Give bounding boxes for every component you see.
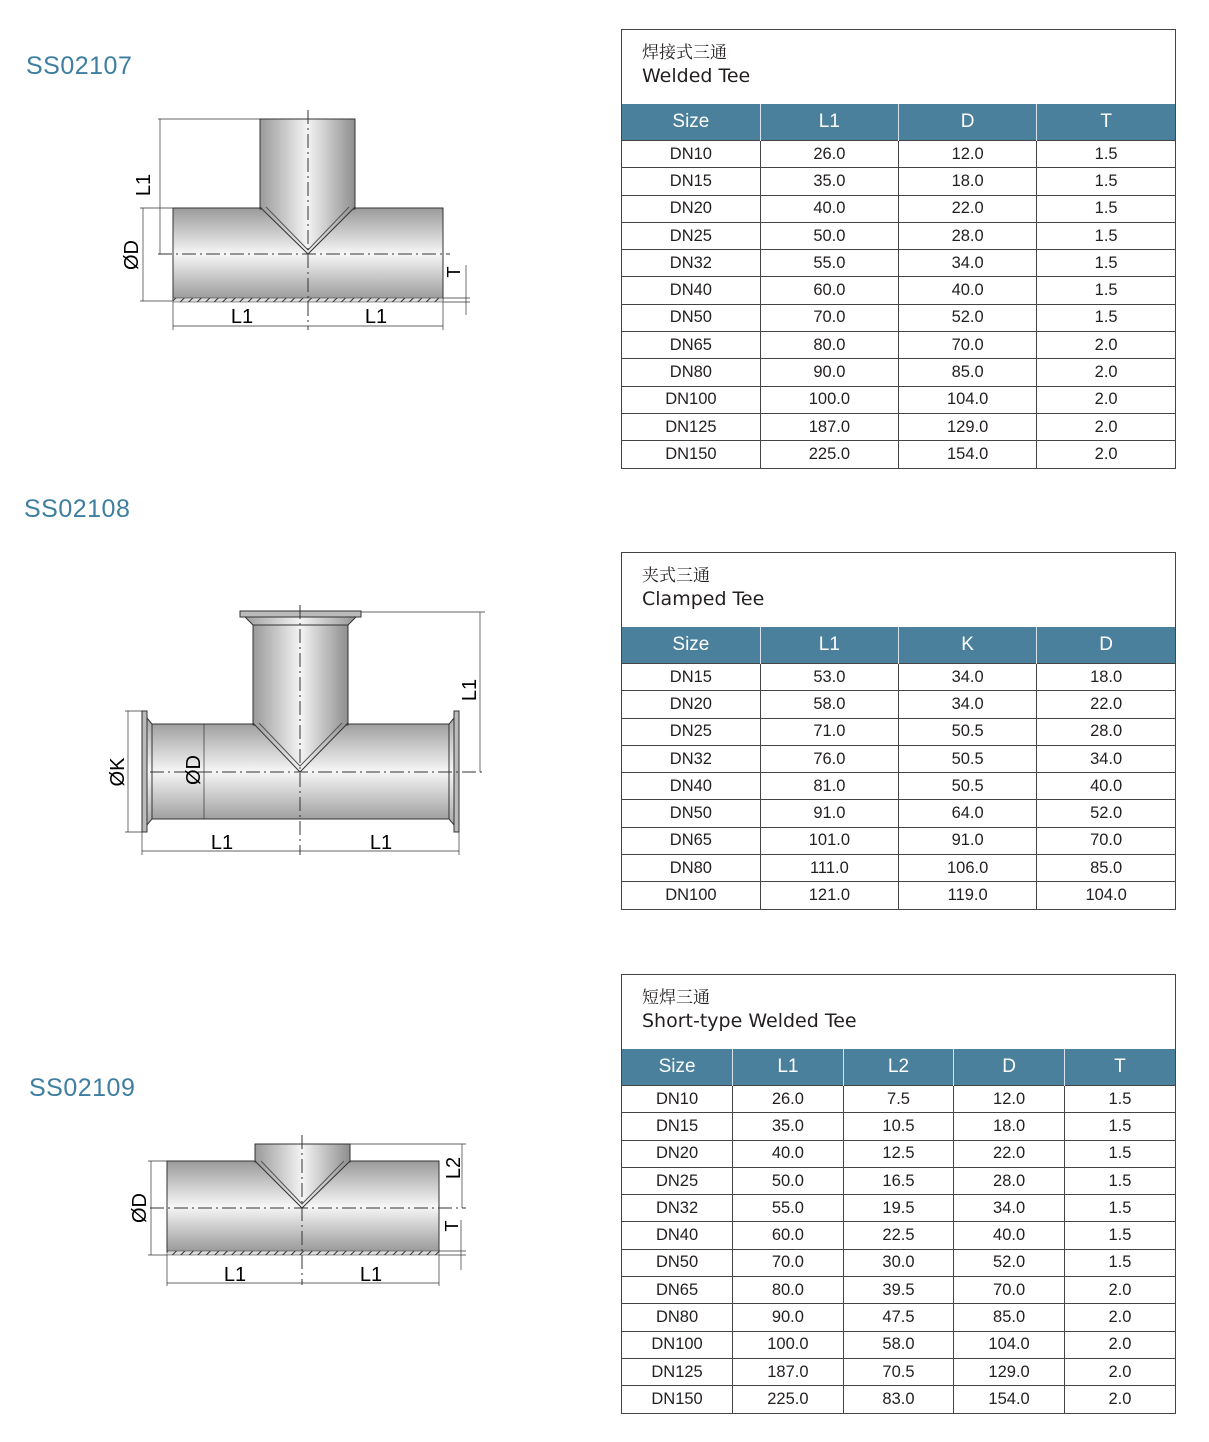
- table-row: [622, 718, 1175, 745]
- dim-l1-right: L1: [364, 306, 388, 328]
- table-cell: 50.0: [733, 1167, 844, 1194]
- table-cell: 47.5: [843, 1304, 954, 1331]
- table-cell: DN15: [622, 1113, 733, 1140]
- table-cell: DN150: [622, 441, 760, 468]
- column-header: Size: [622, 627, 760, 664]
- table-cell: DN40: [622, 1222, 733, 1249]
- table-cell: 50.5: [899, 773, 1037, 800]
- table-cell: 76.0: [760, 745, 898, 772]
- table-cell: DN125: [622, 413, 760, 440]
- table-cell: 71.0: [760, 718, 898, 745]
- table-title-cn: 焊接式三通: [642, 43, 727, 63]
- dimension-table: [622, 1049, 1175, 1413]
- table-cell: 2.0: [1037, 413, 1175, 440]
- table-cell: 2.0: [1064, 1386, 1175, 1413]
- table-cell: 2.0: [1037, 332, 1175, 359]
- table-cell: 2.0: [1064, 1304, 1175, 1331]
- table-cell: 106.0: [899, 855, 1037, 882]
- table-cell: 53.0: [760, 664, 898, 691]
- dim-diameter: ØD: [129, 1193, 151, 1223]
- table-cell: 129.0: [954, 1358, 1065, 1385]
- table-cell: 26.0: [733, 1086, 844, 1113]
- table-cell: 70.0: [954, 1277, 1065, 1304]
- table-row: [622, 1195, 1175, 1222]
- dim-l2-vertical: L2: [443, 1156, 465, 1180]
- table-cell: DN50: [622, 800, 760, 827]
- table-row: [622, 827, 1175, 854]
- table-cell: 2.0: [1064, 1358, 1175, 1385]
- column-header: T: [1037, 104, 1175, 141]
- table-row: [622, 195, 1175, 222]
- table-cell: 1.5: [1064, 1195, 1175, 1222]
- table-cell: 1.5: [1064, 1086, 1175, 1113]
- dim-l1-left: L1: [223, 1264, 247, 1286]
- table-row: [622, 304, 1175, 331]
- table-row: [622, 1277, 1175, 1304]
- table-cell: 18.0: [954, 1113, 1065, 1140]
- product-code-ss02108: SS02108: [24, 495, 131, 523]
- column-header: L2: [843, 1049, 954, 1086]
- table-cell: DN32: [622, 745, 760, 772]
- column-header: D: [954, 1049, 1065, 1086]
- table-cell: 70.0: [760, 304, 898, 331]
- spec-table-short-welded-tee: [621, 974, 1176, 1414]
- table-cell: 85.0: [954, 1304, 1065, 1331]
- table-row: [622, 222, 1175, 249]
- table-cell: 91.0: [899, 827, 1037, 854]
- dim-flange-diameter: ØK: [107, 757, 129, 787]
- table-cell: 100.0: [760, 386, 898, 413]
- table-row: [622, 386, 1175, 413]
- table-cell: 34.0: [899, 664, 1037, 691]
- table-cell: DN150: [622, 1386, 733, 1413]
- table-cell: 12.0: [954, 1086, 1065, 1113]
- spec-table-clamped-tee: [621, 552, 1176, 910]
- table-cell: DN50: [622, 1249, 733, 1276]
- product-code-ss02107: SS02107: [26, 52, 133, 80]
- table-cell: 35.0: [760, 168, 898, 195]
- table-cell: 34.0: [954, 1195, 1065, 1222]
- table-cell: 52.0: [954, 1249, 1065, 1276]
- table-cell: 111.0: [760, 855, 898, 882]
- dim-l1-vertical: L1: [133, 173, 155, 197]
- table-cell: 19.5: [843, 1195, 954, 1222]
- table-cell: DN80: [622, 359, 760, 386]
- table-cell: 154.0: [954, 1386, 1065, 1413]
- table-cell: DN80: [622, 1304, 733, 1331]
- table-cell: 1.5: [1037, 250, 1175, 277]
- table-cell: 81.0: [760, 773, 898, 800]
- table-cell: 50.5: [899, 745, 1037, 772]
- table-cell: 1.5: [1064, 1113, 1175, 1140]
- table-cell: 70.0: [733, 1249, 844, 1276]
- table-row: [622, 773, 1175, 800]
- table-cell: 52.0: [1037, 800, 1175, 827]
- table-row: [622, 800, 1175, 827]
- table-cell: 12.0: [899, 141, 1037, 168]
- table-cell: 104.0: [1037, 882, 1175, 909]
- table-cell: 85.0: [1037, 855, 1175, 882]
- table-row: [622, 332, 1175, 359]
- table-cell: 52.0: [899, 304, 1037, 331]
- table-cell: DN100: [622, 386, 760, 413]
- table-cell: DN20: [622, 195, 760, 222]
- table-title-cn: 短焊三通: [642, 988, 710, 1008]
- table-row: [622, 413, 1175, 440]
- table-row: [622, 141, 1175, 168]
- table-cell: 70.0: [899, 332, 1037, 359]
- table-row: [622, 250, 1175, 277]
- table-row: [622, 1358, 1175, 1385]
- table-row: [622, 1167, 1175, 1194]
- table-cell: DN25: [622, 1167, 733, 1194]
- table-row: [622, 1140, 1175, 1167]
- table-cell: 1.5: [1037, 222, 1175, 249]
- table-cell: 1.5: [1037, 277, 1175, 304]
- table-cell: 80.0: [760, 332, 898, 359]
- table-row: [622, 441, 1175, 468]
- table-cell: 129.0: [899, 413, 1037, 440]
- table-cell: 64.0: [899, 800, 1037, 827]
- table-cell: 28.0: [1037, 718, 1175, 745]
- table-cell: DN25: [622, 222, 760, 249]
- table-cell: DN40: [622, 773, 760, 800]
- table-row: [622, 1331, 1175, 1358]
- table-cell: 100.0: [733, 1331, 844, 1358]
- table-row: [622, 882, 1175, 909]
- table-row: [622, 664, 1175, 691]
- table-cell: 225.0: [760, 441, 898, 468]
- column-header: L1: [760, 104, 898, 141]
- table-row: [622, 168, 1175, 195]
- table-cell: 104.0: [954, 1331, 1065, 1358]
- table-row: [622, 1222, 1175, 1249]
- table-cell: 22.0: [899, 195, 1037, 222]
- table-title-en: Clamped Tee: [642, 588, 765, 610]
- welded-tee-drawing: [110, 100, 480, 340]
- table-cell: 7.5: [843, 1086, 954, 1113]
- table-cell: 1.5: [1037, 168, 1175, 195]
- table-cell: DN15: [622, 664, 760, 691]
- table-cell: 18.0: [899, 168, 1037, 195]
- column-header: D: [1037, 627, 1175, 664]
- table-cell: DN10: [622, 1086, 733, 1113]
- table-cell: DN80: [622, 855, 760, 882]
- dim-thickness: T: [442, 1220, 462, 1232]
- table-cell: DN25: [622, 718, 760, 745]
- table-cell: 40.0: [760, 195, 898, 222]
- table-cell: 40.0: [733, 1140, 844, 1167]
- table-cell: DN40: [622, 277, 760, 304]
- table-header-row: [622, 1049, 1175, 1086]
- table-cell: DN32: [622, 1195, 733, 1222]
- dim-thickness: T: [444, 266, 464, 278]
- table-cell: 60.0: [760, 277, 898, 304]
- table-cell: 70.0: [1037, 827, 1175, 854]
- table-cell: 2.0: [1064, 1331, 1175, 1358]
- table-header-row: [622, 104, 1175, 141]
- table-cell: 55.0: [733, 1195, 844, 1222]
- table-cell: 40.0: [954, 1222, 1065, 1249]
- table-cell: 10.5: [843, 1113, 954, 1140]
- table-cell: 187.0: [733, 1358, 844, 1385]
- table-cell: 28.0: [899, 222, 1037, 249]
- table-cell: DN32: [622, 250, 760, 277]
- dim-l1-vertical: L1: [459, 678, 481, 702]
- table-row: [622, 1386, 1175, 1413]
- column-header: T: [1064, 1049, 1175, 1086]
- table-cell: 70.5: [843, 1358, 954, 1385]
- table-cell: 2.0: [1037, 441, 1175, 468]
- dimension-table: [622, 104, 1175, 468]
- table-cell: 121.0: [760, 882, 898, 909]
- table-cell: DN20: [622, 1140, 733, 1167]
- table-cell: 1.5: [1064, 1140, 1175, 1167]
- table-cell: 1.5: [1064, 1222, 1175, 1249]
- table-cell: 50.0: [760, 222, 898, 249]
- dim-l1-right: L1: [369, 832, 393, 854]
- table-row: [622, 1249, 1175, 1276]
- dim-diameter: ØD: [183, 755, 205, 785]
- table-cell: 2.0: [1037, 359, 1175, 386]
- table-cell: 34.0: [1037, 745, 1175, 772]
- table-cell: 85.0: [899, 359, 1037, 386]
- table-cell: DN15: [622, 168, 760, 195]
- table-cell: 16.5: [843, 1167, 954, 1194]
- table-cell: 12.5: [843, 1140, 954, 1167]
- column-header: L1: [760, 627, 898, 664]
- column-header: Size: [622, 1049, 733, 1086]
- table-title-en: Short-type Welded Tee: [642, 1010, 857, 1032]
- table-cell: 1.5: [1037, 195, 1175, 222]
- table-cell: DN65: [622, 332, 760, 359]
- table-cell: 83.0: [843, 1386, 954, 1413]
- table-cell: 22.5: [843, 1222, 954, 1249]
- table-cell: 22.0: [1037, 691, 1175, 718]
- dim-l1-left: L1: [230, 306, 254, 328]
- table-cell: 187.0: [760, 413, 898, 440]
- clamped-tee-drawing: [100, 600, 500, 860]
- table-cell: 50.5: [899, 718, 1037, 745]
- table-cell: 90.0: [733, 1304, 844, 1331]
- dim-diameter: ØD: [121, 240, 143, 270]
- table-cell: DN65: [622, 1277, 733, 1304]
- column-header: Size: [622, 104, 760, 141]
- table-row: [622, 855, 1175, 882]
- table-row: [622, 1304, 1175, 1331]
- table-cell: 35.0: [733, 1113, 844, 1140]
- table-cell: 18.0: [1037, 664, 1175, 691]
- product-code-ss02109: SS02109: [29, 1074, 136, 1102]
- table-row: [622, 745, 1175, 772]
- table-cell: 101.0: [760, 827, 898, 854]
- dim-l1-left: L1: [210, 832, 234, 854]
- table-cell: 40.0: [899, 277, 1037, 304]
- dim-l1-right: L1: [359, 1264, 383, 1286]
- table-cell: 26.0: [760, 141, 898, 168]
- table-cell: 1.5: [1037, 304, 1175, 331]
- table-cell: DN20: [622, 691, 760, 718]
- table-cell: 2.0: [1037, 386, 1175, 413]
- table-cell: 39.5: [843, 1277, 954, 1304]
- column-header: L1: [733, 1049, 844, 1086]
- table-row: [622, 691, 1175, 718]
- table-cell: 58.0: [843, 1331, 954, 1358]
- short-welded-tee-drawing: [110, 1130, 480, 1290]
- table-cell: 1.5: [1037, 141, 1175, 168]
- table-cell: 80.0: [733, 1277, 844, 1304]
- table-cell: 30.0: [843, 1249, 954, 1276]
- table-cell: 119.0: [899, 882, 1037, 909]
- table-cell: 104.0: [899, 386, 1037, 413]
- table-cell: DN125: [622, 1358, 733, 1385]
- table-cell: 1.5: [1064, 1167, 1175, 1194]
- table-cell: 22.0: [954, 1140, 1065, 1167]
- spec-table-welded-tee: [621, 29, 1176, 469]
- dimension-table: [622, 627, 1175, 909]
- table-cell: 2.0: [1064, 1277, 1175, 1304]
- column-header: D: [899, 104, 1037, 141]
- table-row: [622, 1086, 1175, 1113]
- table-cell: DN100: [622, 882, 760, 909]
- table-cell: DN10: [622, 141, 760, 168]
- table-cell: 58.0: [760, 691, 898, 718]
- table-cell: 91.0: [760, 800, 898, 827]
- table-cell: 60.0: [733, 1222, 844, 1249]
- table-cell: DN100: [622, 1331, 733, 1358]
- table-title-en: Welded Tee: [642, 65, 751, 87]
- table-cell: 34.0: [899, 691, 1037, 718]
- table-cell: 55.0: [760, 250, 898, 277]
- table-cell: DN50: [622, 304, 760, 331]
- table-cell: 225.0: [733, 1386, 844, 1413]
- table-cell: 90.0: [760, 359, 898, 386]
- column-header: K: [899, 627, 1037, 664]
- table-cell: 28.0: [954, 1167, 1065, 1194]
- table-cell: 40.0: [1037, 773, 1175, 800]
- table-cell: 154.0: [899, 441, 1037, 468]
- table-cell: 1.5: [1064, 1249, 1175, 1276]
- table-row: [622, 359, 1175, 386]
- table-row: [622, 277, 1175, 304]
- table-title-cn: 夹式三通: [642, 566, 710, 586]
- table-header-row: [622, 627, 1175, 664]
- table-cell: 34.0: [899, 250, 1037, 277]
- table-cell: DN65: [622, 827, 760, 854]
- table-row: [622, 1113, 1175, 1140]
